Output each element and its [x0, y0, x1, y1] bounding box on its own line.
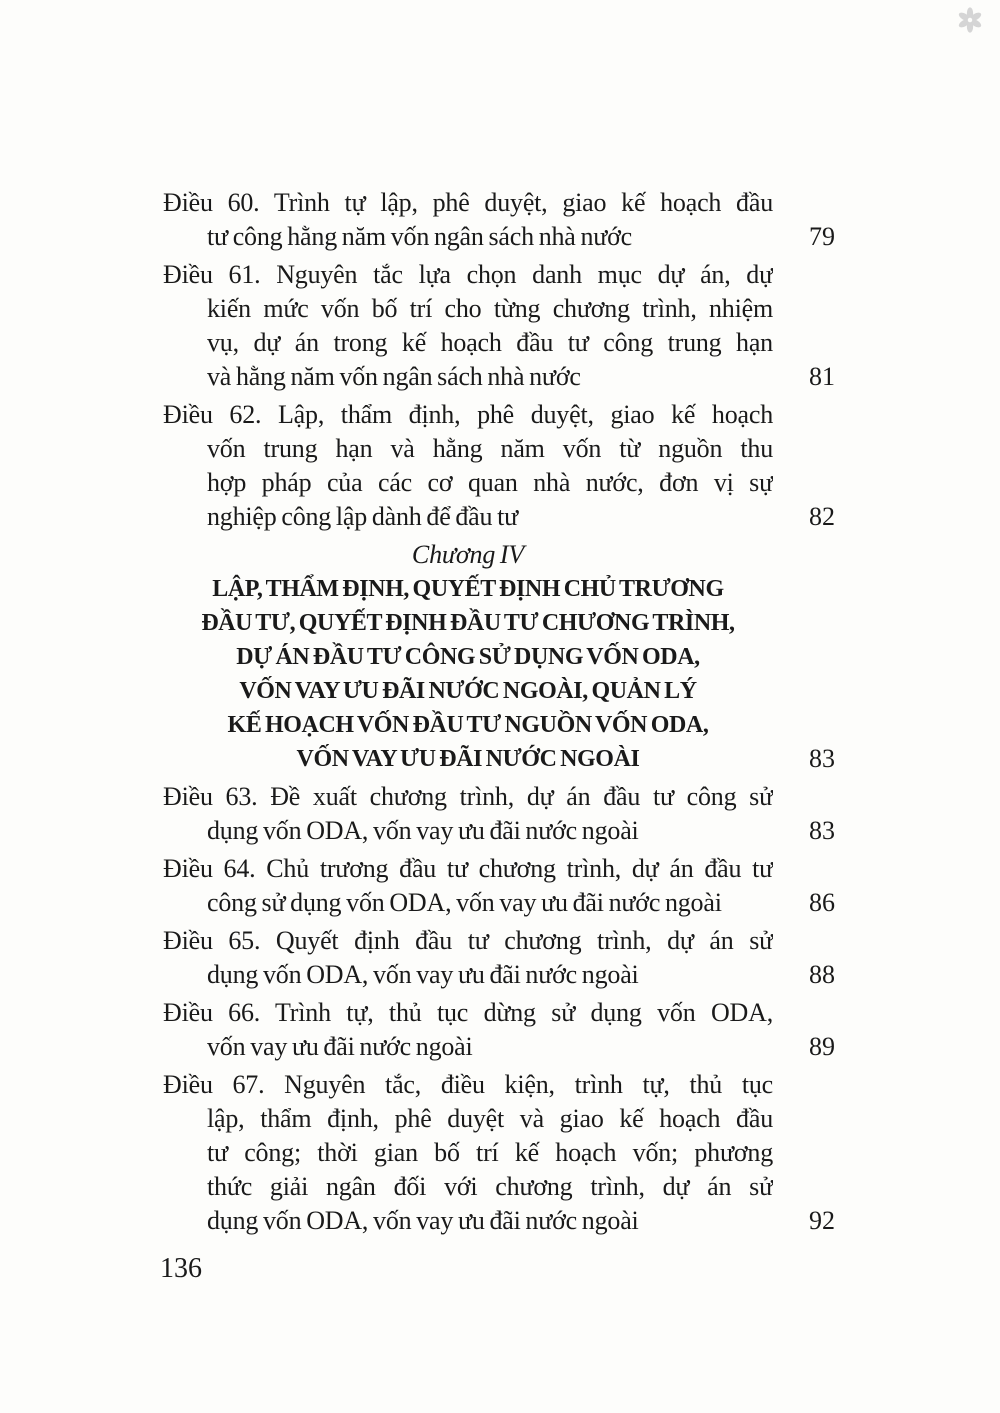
toc-line: Điều 65. Quyết định đầu tư chương trình, dự án sử — [163, 926, 773, 955]
toc-line: Điều 62. Lập, thẩm định, phê duyệt, giao kế hoạch — [163, 400, 773, 429]
page-ref: 79 — [809, 222, 835, 251]
toc-line: lập, thẩm định, phê duyệt và giao kế hoạch đầu — [207, 1104, 773, 1133]
toc-article-entry — [163, 996, 835, 1064]
toc-line: công sử dụng vốn ODA, vốn vay ưu đãi nước ngoài — [207, 888, 722, 917]
florette-watermark-icon — [957, 7, 983, 33]
toc-line: Điều 60. Trình tự lập, phê duyệt, giao kế hoạch đầu — [163, 188, 773, 217]
toc-line: dụng vốn ODA, vốn vay ưu đãi nước ngoài — [207, 816, 639, 845]
toc-article-entry — [163, 186, 835, 254]
page-number: 136 — [160, 1253, 202, 1284]
toc-line: tư công; thời gian bố trí kế hoạch vốn; phương — [207, 1138, 773, 1167]
toc-line: nghiệp công lập dành để đầu tư — [207, 502, 519, 531]
toc-line: dụng vốn ODA, vốn vay ưu đãi nước ngoài — [207, 1206, 639, 1235]
table-of-contents — [163, 186, 835, 1238]
toc-article-entry — [163, 852, 835, 920]
chapter-title-line: KẾ HOẠCH VỐN ĐẦU TƯ NGUỒN VỐN ODA, — [227, 712, 709, 738]
chapter-title-line: DỰ ÁN ĐẦU TƯ CÔNG SỬ DỤNG VỐN ODA, — [236, 644, 700, 670]
page-ref: 86 — [809, 888, 835, 917]
toc-line: Điều 61. Nguyên tắc lựa chọn danh mục dự án, dự — [163, 260, 773, 289]
page-ref: 88 — [809, 960, 835, 989]
toc-line: tư công hằng năm vốn ngân sách nhà nước — [207, 222, 633, 251]
toc-article-entry — [163, 258, 835, 394]
toc-line: dụng vốn ODA, vốn vay ưu đãi nước ngoài — [207, 960, 639, 989]
toc-line: vốn trung hạn và hằng năm vốn từ nguồn thu — [207, 434, 773, 463]
chapter-title-line: ĐẦU TƯ, QUYẾT ĐỊNH ĐẦU TƯ CHƯƠNG TRÌNH, — [201, 610, 735, 636]
toc-line: Điều 67. Nguyên tắc, điều kiện, trình tự, thủ tục — [163, 1070, 773, 1099]
chapter-title-line: VỐN VAY ƯU ĐÃI NƯỚC NGOÀI, QUẢN LÝ — [239, 678, 697, 704]
chapter-title-line: LẬP, THẨM ĐỊNH, QUYẾT ĐỊNH CHỦ TRƯƠNG — [212, 576, 724, 602]
toc-line: hợp pháp của các cơ quan nhà nước, đơn vị sự — [207, 468, 773, 497]
page-ref: 81 — [809, 362, 835, 391]
toc-article-entry — [163, 780, 835, 848]
toc-chapter-entry — [163, 538, 835, 776]
chapter-label: Chương IV — [411, 540, 525, 569]
toc-article-entry — [163, 924, 835, 992]
toc-line: Điều 63. Đề xuất chương trình, dự án đầu tư công sử — [163, 782, 773, 811]
page-ref: 89 — [809, 1032, 835, 1061]
page-ref: 83 — [809, 816, 835, 845]
toc-line: kiến mức vốn bố trí cho từng chương trình, nhiệm — [207, 294, 773, 323]
toc-line: vốn vay ưu đãi nước ngoài — [207, 1032, 473, 1061]
toc-line: Điều 66. Trình tự, thủ tục dừng sử dụng vốn ODA, — [163, 998, 773, 1027]
page-ref: 83 — [809, 744, 835, 773]
toc-article-entry — [163, 398, 835, 534]
toc-line: Điều 64. Chủ trương đầu tư chương trình, dự án đầu tư — [163, 854, 773, 883]
toc-article-entry — [163, 1068, 835, 1238]
toc-line: vụ, dự án trong kế hoạch đầu tư công trung hạn — [207, 328, 773, 357]
chapter-title-line: VỐN VAY ƯU ĐÃI NƯỚC NGOÀI — [296, 746, 640, 772]
toc-line: thức giải ngân đối với chương trình, dự án sử — [207, 1172, 773, 1201]
toc-line: và hằng năm vốn ngân sách nhà nước — [207, 362, 581, 391]
page-ref: 92 — [809, 1206, 835, 1235]
page-ref: 82 — [809, 502, 835, 531]
